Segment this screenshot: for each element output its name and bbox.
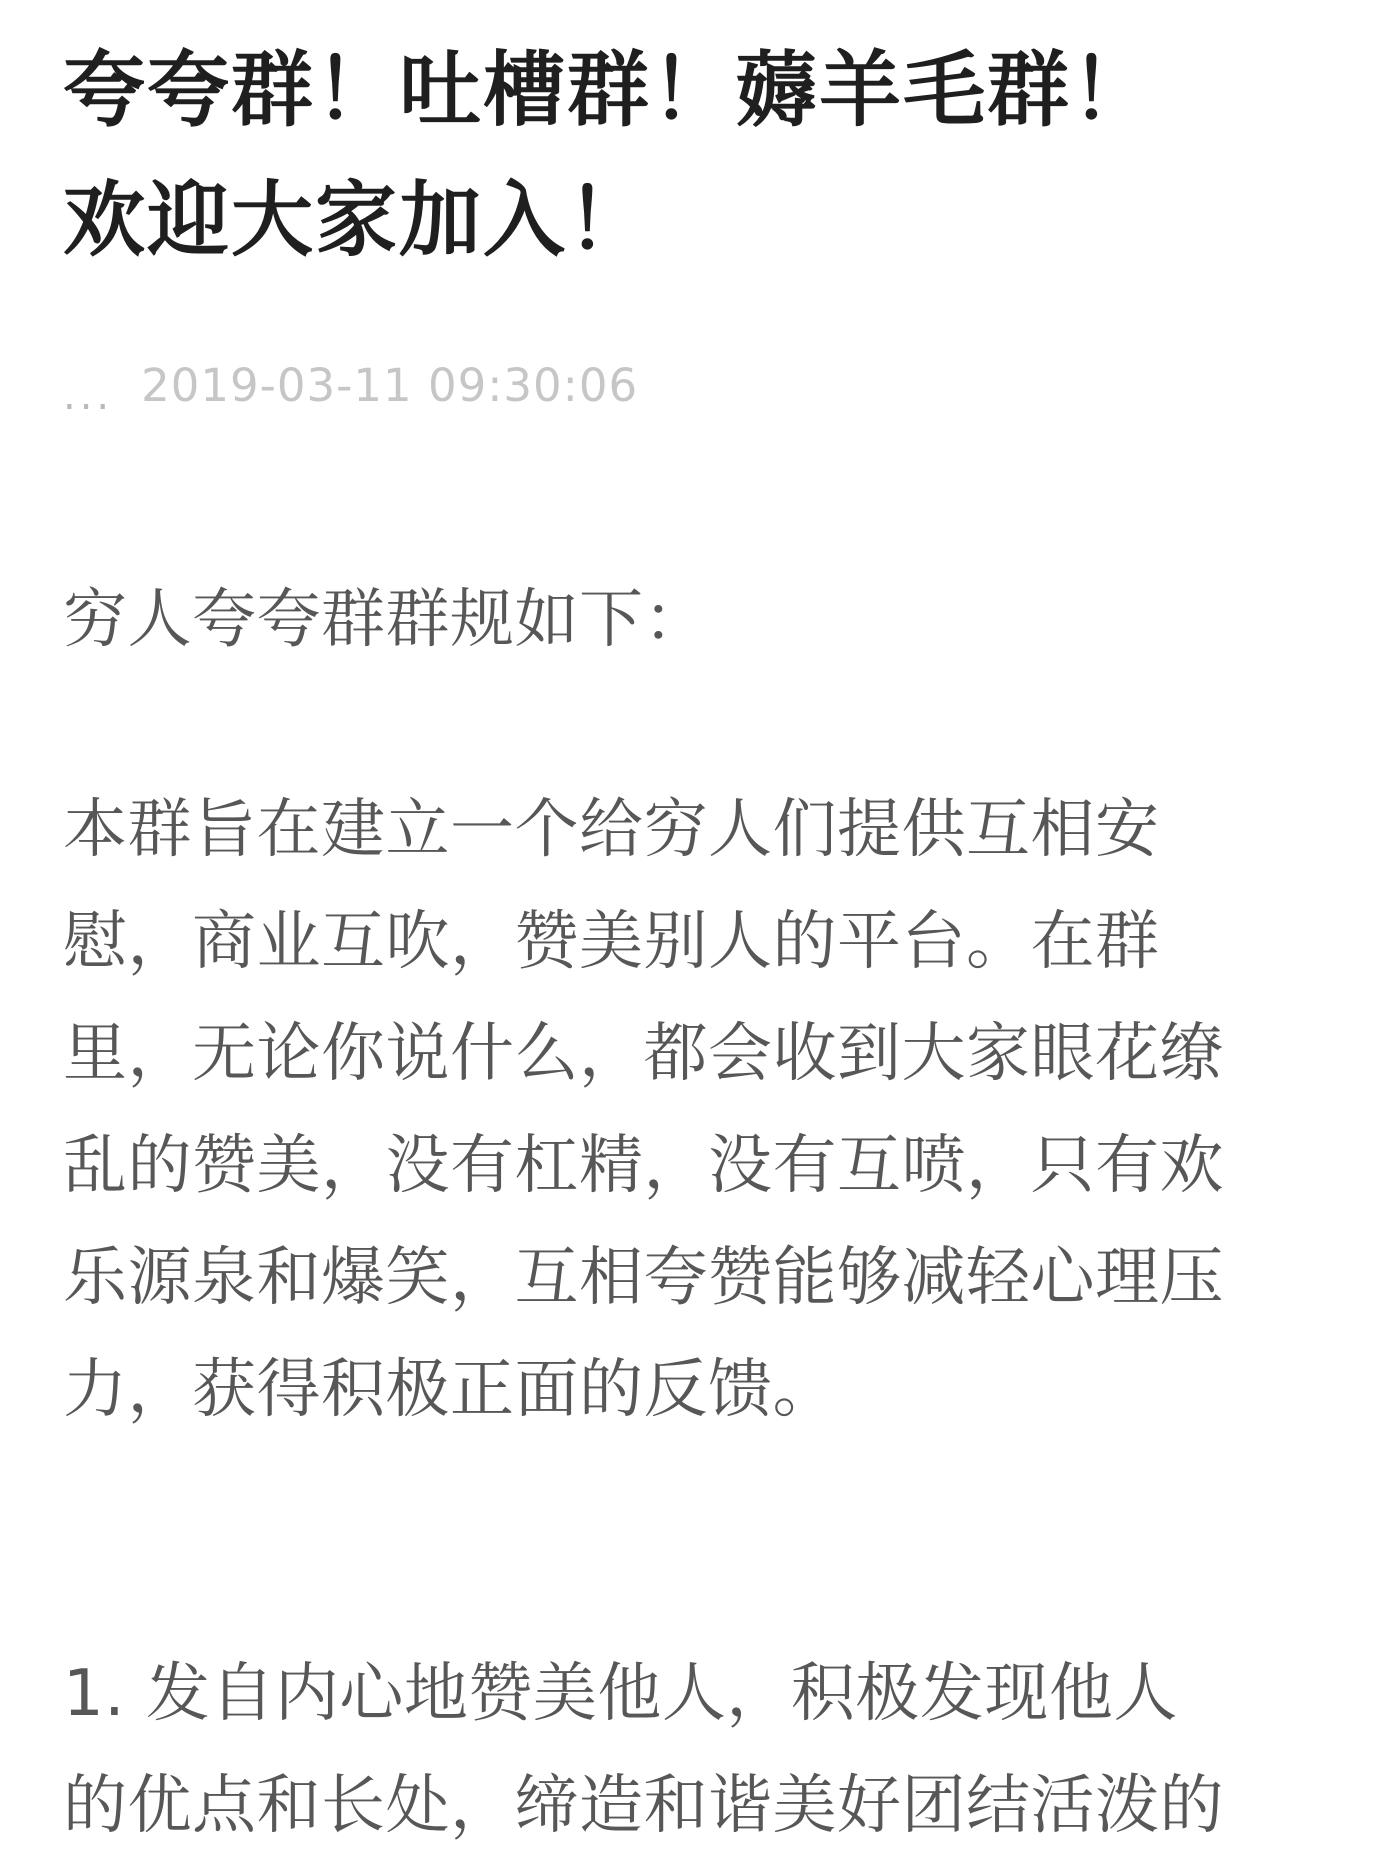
rules-intro-line [63, 564, 1340, 676]
paragraph-line: 力，获得积极正面的反馈。 [63, 1353, 837, 1427]
rule-1-paragraph [63, 1638, 1340, 1860]
post-timestamp: 2019-03-11 09:30:06 [141, 359, 639, 412]
paragraph-line: 乱的赞美，没有杠精，没有互喷，只有欢 [63, 1129, 1224, 1203]
rule-1-line: 的优点和长处，缔造和谐美好团结活泼的 [63, 1769, 1224, 1843]
post-title-line-1: 夸夸群！吐槽群！薅羊毛群！ [63, 43, 1156, 138]
post-title [63, 26, 1340, 286]
paragraph-line: 慰，商业互吹，赞美别人的平台。在群 [63, 905, 1160, 979]
post-title-line-2: 欢迎大家加入！ [63, 173, 652, 268]
group-description-paragraph [63, 774, 1340, 1446]
author-ellipsis: ... [63, 373, 114, 419]
post-meta [63, 359, 1340, 419]
paragraph-line: 本群旨在建立一个给穷人们提供互相安 [63, 793, 1160, 867]
rule-1-line: 1. 发自内心地赞美他人，积极发现他人 [63, 1657, 1178, 1731]
paragraph-line: 乐源泉和爆笑，互相夸赞能够减轻心理压 [63, 1241, 1224, 1315]
rules-intro-text: 穷人夸夸群群规如下： [63, 583, 708, 657]
paragraph-line: 里，无论你说什么，都会收到大家眼花缭 [63, 1017, 1224, 1091]
